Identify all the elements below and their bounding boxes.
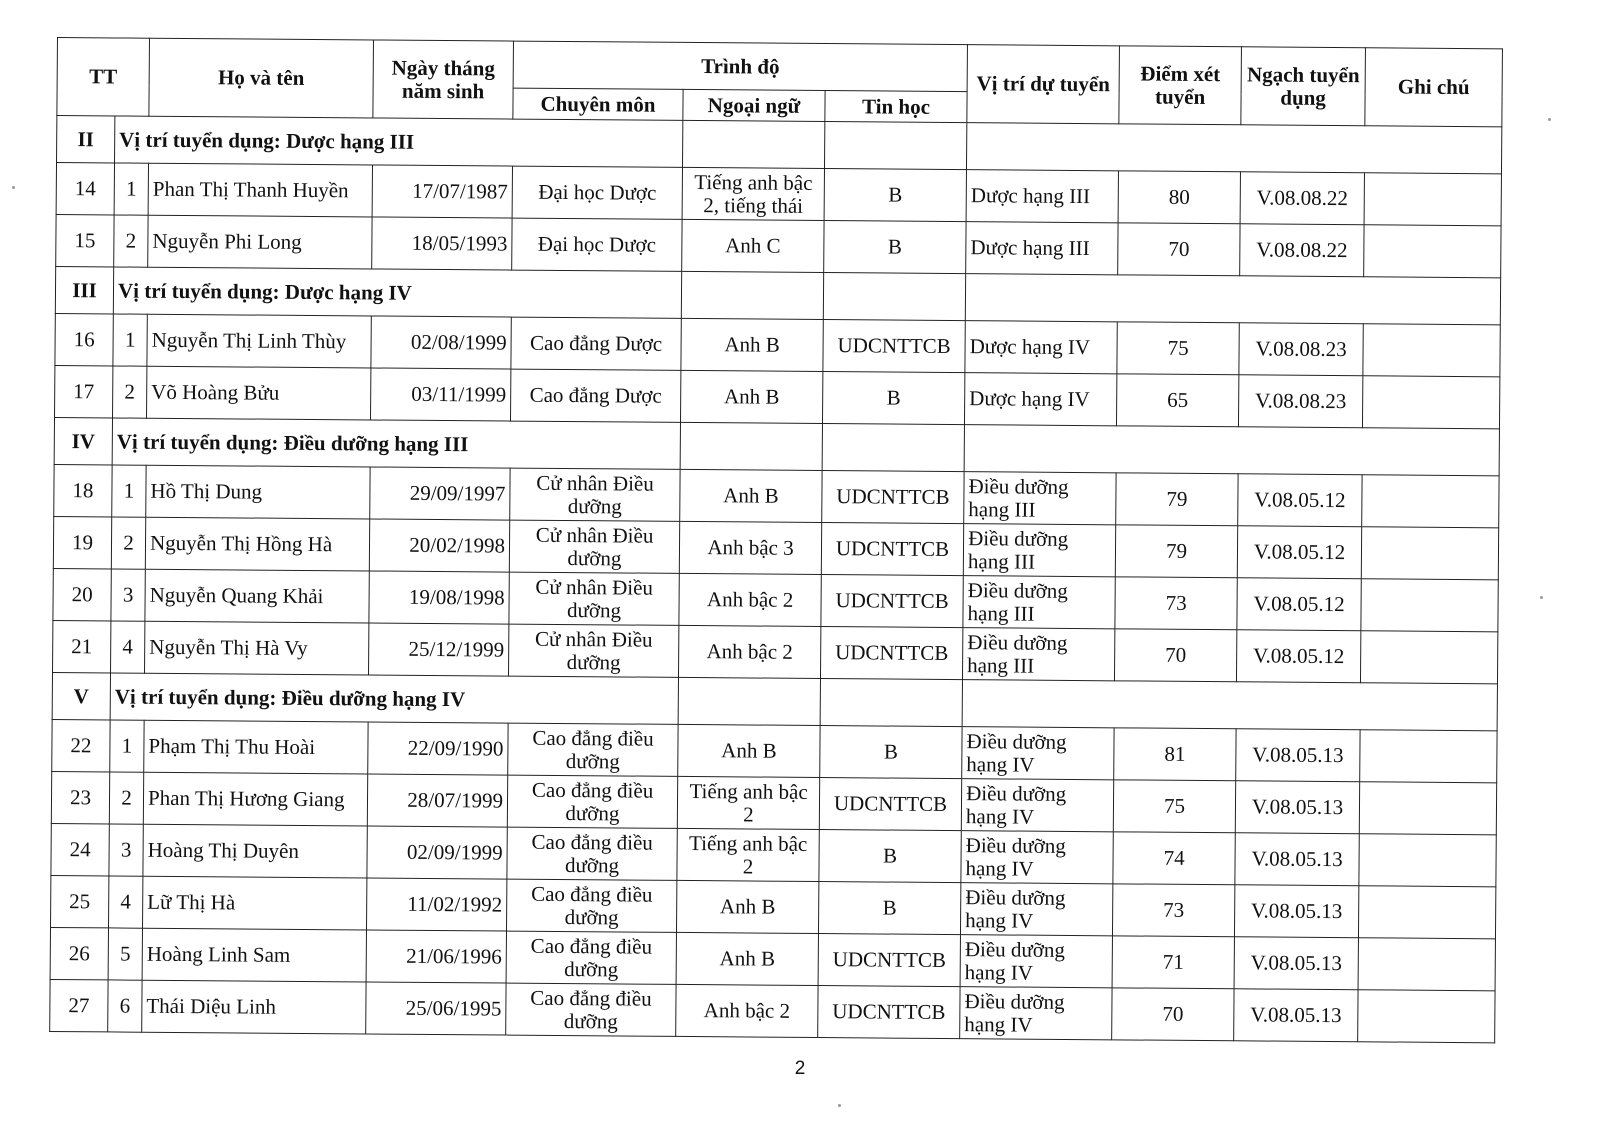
cell-major: Cao đẳng điều dưỡng [506,931,676,984]
cell-major: Cử nhân Điều dưỡng [509,520,679,573]
header-tt: TT [57,38,150,117]
section-roman: IV [54,417,112,464]
cell-tt: 22 [52,719,110,771]
cell-score: 70 [1112,988,1234,1041]
cell-note [1363,324,1500,377]
cell-note [1358,990,1495,1043]
cell-score: 74 [1113,832,1235,885]
cell-tt: 17 [55,365,113,417]
cell-grade: V.08.05.13 [1235,885,1359,938]
cell-score: 75 [1113,780,1235,833]
header-name: Họ và tên [149,38,374,118]
cell-tt: 18 [54,464,112,516]
cell-no: 3 [109,824,143,876]
empty-cell [962,680,1497,731]
header-it: Tin học [825,91,967,123]
cell-position: Dược hạng III [966,170,1118,223]
cell-it: UDCNTTCB [821,627,963,680]
cell-name: Hồ Thị Dung [146,465,370,519]
header-position: Vị trí dự tuyển [967,45,1120,124]
cell-language: Anh B [680,469,822,522]
cell-language: Anh B [677,880,819,933]
cell-no: 1 [110,720,144,772]
cell-language: Tiếng anh bậc 2 [677,828,819,881]
cell-score: 65 [1117,374,1239,427]
cell-language: Anh B [678,724,820,777]
cell-it: B [818,882,960,935]
page-number: 2 [794,1058,806,1079]
cell-language: Tiếng anh bậc 2 [677,776,819,829]
cell-it: UDCNTTCB [819,778,961,831]
cell-language: Anh bậc 2 [679,573,821,626]
cell-no: 2 [109,772,143,824]
cell-language: Anh B [681,370,823,423]
cell-name: Nguyễn Phi Long [148,215,372,269]
cell-language: Anh bậc 2 [676,984,818,1037]
cell-score: 75 [1117,322,1239,375]
cell-tt: 25 [51,875,109,927]
cell-major: Cao đẳng điều dưỡng [506,983,676,1036]
cell-dob: 17/07/1987 [372,165,512,218]
cell-dob: 22/09/1990 [368,722,508,775]
cell-position: Điều dưỡng hạng IV [961,883,1113,936]
cell-name: Nguyễn Quang Khải [145,569,369,623]
cell-tt: 21 [53,620,111,672]
cell-dob: 20/02/1998 [369,519,509,572]
cell-no: 1 [113,314,147,366]
scan-speck [838,1104,841,1107]
cell-tt: 16 [55,313,113,365]
cell-position: Dược hạng IV [965,321,1117,374]
cell-no: 1 [114,163,148,215]
section-title: Vị trí tuyển dụng: Dược hạng IV [113,267,681,318]
cell-it: UDCNTTCB [818,934,960,987]
cell-major: Cử nhân Điều dưỡng [509,572,679,625]
cell-major: Cao đẳng điều dưỡng [507,879,677,932]
cell-name: Nguyễn Thị Hà Vy [145,621,369,675]
cell-grade: V.08.05.12 [1237,630,1361,683]
section-roman: V [52,672,110,719]
cell-position: Điều dưỡng hạng IV [961,831,1113,884]
cell-name: Nguyễn Thị Hồng Hà [145,517,369,571]
cell-language: Anh bậc 2 [679,625,821,678]
cell-position: Điều dưỡng hạng III [963,524,1115,577]
cell-no: 2 [114,215,148,267]
cell-it: B [820,726,962,779]
cell-grade: V.08.08.22 [1240,224,1364,277]
cell-position: Dược hạng IV [965,373,1117,426]
cell-it: B [824,221,966,274]
section-title: Vị trí tuyển dụng: Điều dưỡng hạng IV [110,673,678,724]
cell-it: B [823,372,965,425]
cell-no: 1 [112,465,146,517]
cell-dob: 02/08/1999 [371,316,511,369]
cell-name: Phạm Thị Thu Hoài [144,720,368,774]
cell-no: 5 [108,928,142,980]
cell-note [1359,834,1496,887]
empty-cell [964,425,1499,476]
cell-dob: 25/12/1999 [369,623,509,676]
cell-tt: 20 [53,568,111,620]
cell-it: UDCNTTCB [821,575,963,628]
empty-cell [823,273,965,321]
cell-score: 79 [1116,473,1238,526]
cell-it: UDCNTTCB [823,320,965,373]
cell-language: Anh C [682,219,824,272]
cell-grade: V.08.05.13 [1235,781,1359,834]
cell-name: Võ Hoàng Bửu [147,366,371,420]
header-major: Chuyên môn [513,88,683,120]
cell-no: 2 [113,366,147,418]
cell-name: Hoàng Linh Sam [142,928,366,982]
cell-grade: V.08.08.22 [1240,172,1364,225]
cell-score: 79 [1115,525,1237,578]
cell-note [1358,938,1495,991]
scan-speck [1540,596,1543,599]
cell-grade: V.08.05.12 [1237,526,1361,579]
cell-note [1361,631,1498,684]
cell-dob: 21/06/1996 [366,930,506,983]
cell-position: Dược hạng III [966,222,1118,275]
cell-tt: 15 [56,214,114,266]
cell-position: Điều dưỡng hạng III [963,628,1115,681]
cell-no: 4 [109,876,143,928]
cell-note [1364,173,1501,226]
cell-grade: V.08.05.13 [1234,937,1358,990]
empty-cell [965,274,1500,325]
cell-dob: 19/08/1998 [369,571,509,624]
cell-score: 71 [1112,936,1234,989]
cell-position: Điều dưỡng hạng IV [960,935,1112,988]
section-title: Vị trí tuyển dụng: Điều dưỡng hạng III [112,418,680,469]
cell-name: Lữ Thị Hà [143,876,367,930]
cell-tt: 27 [50,979,108,1031]
cell-language: Anh B [676,932,818,985]
cell-tt: 24 [51,823,109,875]
section-roman: III [55,266,113,313]
empty-cell [967,123,1502,174]
empty-cell [820,679,962,727]
cell-note [1359,886,1496,939]
cell-score: 73 [1115,577,1237,630]
cell-dob: 03/11/1999 [371,368,511,421]
cell-position: Điều dưỡng hạng IV [960,987,1112,1040]
cell-major: Cao đẳng điều dưỡng [507,775,677,828]
cell-tt: 19 [53,516,111,568]
cell-it: B [819,830,961,883]
empty-cell [681,271,823,319]
cell-score: 81 [1114,728,1236,781]
cell-name: Thái Diệu Linh [142,980,366,1034]
cell-tt: 26 [50,927,108,979]
section-title: Vị trí tuyển dụng: Dược hạng III [115,116,683,167]
header-language: Ngoại ngữ [683,89,825,121]
cell-tt: 23 [51,771,109,823]
cell-position: Điều dưỡng hạng III [964,472,1116,525]
cell-language: Anh B [681,318,823,371]
cell-grade: V.08.05.13 [1235,833,1359,886]
cell-major: Đại học Dược [512,218,682,271]
cell-it: B [824,169,966,222]
cell-dob: 18/05/1993 [372,217,512,270]
cell-it: UDCNTTCB [821,523,963,576]
cell-name: Phan Thị Thanh Huyền [148,163,372,217]
cell-major: Cử nhân Điều dưỡng [509,624,679,677]
empty-cell [825,122,967,170]
candidate-table [49,37,1503,1043]
cell-major: Cao đẳng điều dưỡng [507,827,677,880]
cell-score: 80 [1118,171,1240,224]
scan-speck [12,186,15,189]
cell-major: Đại học Dược [512,166,682,219]
empty-cell [678,677,820,725]
header-note: Ghi chú [1365,48,1503,127]
cell-note [1361,527,1498,580]
cell-grade: V.08.05.12 [1238,474,1362,527]
cell-grade: V.08.08.23 [1239,323,1363,376]
cell-it: UDCNTTCB [818,986,960,1039]
cell-position: Điều dưỡng hạng IV [961,779,1113,832]
cell-no: 6 [108,980,142,1032]
table-body [50,116,1502,1043]
empty-cell [822,424,964,472]
header-qualification: Trình độ [513,41,967,92]
cell-language: Anh bậc 3 [679,521,821,574]
section-roman: II [57,116,115,163]
cell-score: 70 [1118,223,1240,276]
cell-note [1363,376,1500,429]
scan-speck [1548,118,1551,121]
cell-grade: V.08.05.13 [1236,729,1360,782]
cell-score: 73 [1113,884,1235,937]
cell-name: Phan Thị Hương Giang [143,772,367,826]
cell-dob: 29/09/1997 [370,467,510,520]
cell-note [1361,579,1498,632]
cell-dob: 11/02/1992 [367,878,507,931]
cell-position: Điều dưỡng hạng IV [962,727,1114,780]
cell-no: 3 [111,569,145,621]
cell-grade: V.08.05.12 [1237,578,1361,631]
cell-note [1360,730,1497,783]
table-row [50,979,1495,1042]
cell-score: 70 [1115,629,1237,682]
empty-cell [683,120,825,168]
cell-name: Nguyễn Thị Linh Thùy [147,314,371,368]
cell-dob: 28/07/1999 [367,774,507,827]
header-dob: Ngày tháng năm sinh [373,40,514,119]
cell-major: Cao đẳng Dược [511,317,681,370]
cell-grade: V.08.08.23 [1239,375,1363,428]
cell-note [1364,225,1501,278]
cell-dob: 25/06/1995 [366,982,506,1035]
cell-dob: 02/09/1999 [367,826,507,879]
cell-no: 2 [111,517,145,569]
cell-major: Cao đẳng Dược [511,369,681,422]
cell-note [1359,782,1496,835]
table-header-row [57,38,1502,96]
cell-position: Điều dưỡng hạng III [963,576,1115,629]
cell-name: Hoàng Thị Duyên [143,824,367,878]
cell-it: UDCNTTCB [822,471,964,524]
empty-cell [680,422,822,470]
cell-note [1362,475,1499,528]
cell-major: Cao đẳng điều dưỡng [508,723,678,776]
cell-tt: 14 [56,163,114,215]
cell-major: Cử nhân Điều dưỡng [510,468,680,521]
cell-no: 4 [111,621,145,673]
cell-grade: V.08.05.13 [1234,989,1358,1042]
header-score: Điểm xét tuyển [1119,46,1242,125]
header-grade: Ngạch tuyển dụng [1241,47,1366,126]
cell-language: Tiếng anh bậc 2, tiếng thái [682,167,824,220]
